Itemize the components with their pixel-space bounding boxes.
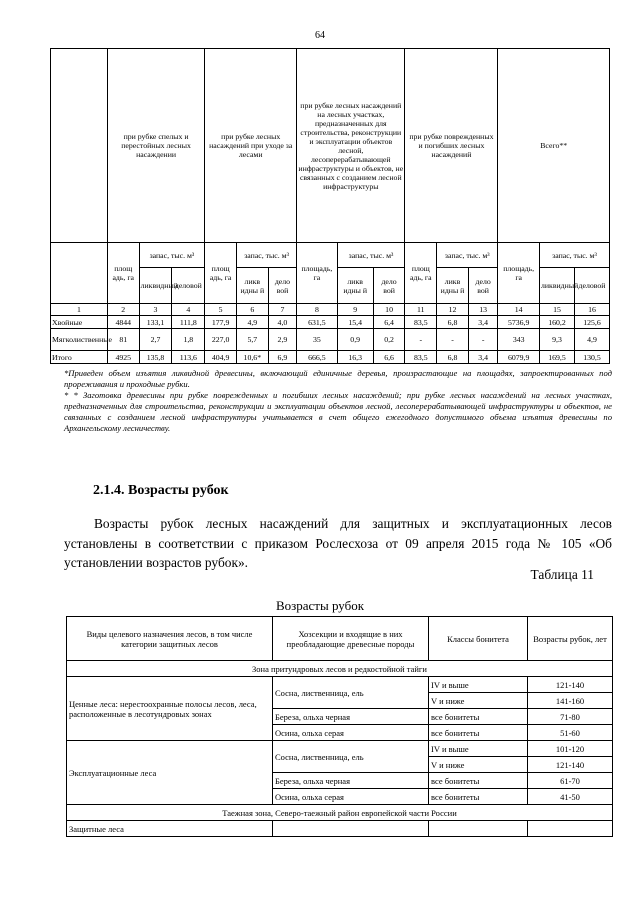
age-cell: 41-50	[528, 789, 613, 805]
cell: 177,9	[205, 316, 237, 329]
row-label: Хвойные	[51, 316, 108, 329]
header-row	[67, 617, 613, 661]
cell: 6079,9	[498, 351, 540, 364]
cell: 227,0	[205, 329, 237, 351]
species-cell: Осина, ольха серая	[273, 725, 429, 741]
group-header-construction: при рубке лесных насаждений на лесных участках, предназначенных для строительства, реконструкции и эксплуатации объектов лесной, лесоперерабатывающей инфраструктуры и объектов, не связанных с созданием лесной инфраструктуры	[297, 49, 405, 243]
cell: 4925	[107, 351, 139, 364]
col-number: 12	[437, 304, 469, 316]
species-cell: Береза, ольха черная	[273, 773, 429, 789]
group-header-total: Всего**	[498, 49, 610, 243]
purpose-label: Эксплуатационные леса	[67, 741, 273, 805]
cell: 404,9	[205, 351, 237, 364]
cell: 6,4	[373, 316, 405, 329]
stock-header: запас, тыс. м³	[139, 243, 205, 268]
age-cell: 71-80	[528, 709, 613, 725]
col-number: 10	[373, 304, 405, 316]
cell: 6,8	[437, 351, 469, 364]
table-row	[67, 677, 613, 693]
page-number: 64	[315, 30, 325, 41]
area-header: площадь, га	[297, 243, 337, 304]
age-cell: 61-70	[528, 773, 613, 789]
col-number: 6	[236, 304, 268, 316]
col-number: 3	[139, 304, 172, 316]
cell: 0,2	[373, 329, 405, 351]
cell: 3,4	[468, 316, 498, 329]
cell: 4,0	[268, 316, 296, 329]
header-cell: Классы бонитета	[429, 617, 528, 661]
cutting-age-table	[66, 616, 613, 837]
bonitet-cell: V и ниже	[429, 757, 528, 773]
cell: 125,6	[574, 316, 609, 329]
corner-cell-lower	[51, 243, 108, 304]
stock-header: запас, тыс. м³	[437, 243, 498, 268]
cell: 343	[498, 329, 540, 351]
area-header: площадь, га	[498, 243, 540, 304]
col-number: 9	[337, 304, 373, 316]
cell: 2,7	[139, 329, 172, 351]
bonitet-cell: все бонитеты	[429, 773, 528, 789]
cell: -	[437, 329, 469, 351]
species-cell	[273, 821, 429, 837]
footnote-2: * * Заготовка древесины при рубке поврежденных и погибших лесных насаждений; при рубке лесных насаждений на лесных участках, предназначенных для строительства, реконструкции и эксплуатации объектов лесной, лесоперерабатывающей инфраструктуры и объектов, не связанных с созданием лесной инфраструктуры учитывается в счет общего ежегодного допустимого объема изъятия древесины по Архангельскому лесничеству.	[64, 390, 612, 433]
col-number: 13	[468, 304, 498, 316]
column-number-row	[51, 304, 610, 316]
age-cell: 121-140	[528, 757, 613, 773]
bonitet-cell	[429, 821, 528, 837]
cell: 130,5	[574, 351, 609, 364]
stock-header: запас, тыс. м³	[539, 243, 609, 268]
footnote-1: *Приведен объем изъятия ликвидной древесины, включающий единичные деревья, произрастающие на площадях, запроектированных под прореживания и проходные рубки.	[64, 368, 612, 389]
bonitet-cell: все бонитеты	[429, 789, 528, 805]
liquid-header: ликв идны й	[437, 268, 469, 304]
liquid-header: ликвидный	[139, 268, 172, 304]
purpose-label: Ценные леса: нерестоохранные полосы лесов, леса, расположенные в лесотундровых зонах	[67, 677, 273, 741]
harvest-volume-table	[50, 48, 610, 364]
age-cell: 51-60	[528, 725, 613, 741]
stock-header: запас, тыс. м³	[337, 243, 405, 268]
cell: -	[468, 329, 498, 351]
cell: 6,9	[268, 351, 296, 364]
group-header-mature: при рубке спелых и перестойных лесных насаждении	[107, 49, 204, 243]
group-header-thinning: при рубке лесных насаждений при уходе за лесами	[205, 49, 297, 243]
cell: 4,9	[574, 329, 609, 351]
table-title: Возрасты рубок	[275, 598, 365, 613]
cell: 169,5	[539, 351, 574, 364]
purpose-label: Защитные леса	[67, 821, 273, 837]
cell: 15,4	[337, 316, 373, 329]
row-label: Итого	[51, 351, 108, 364]
cell: 6,8	[437, 316, 469, 329]
zone-row	[67, 661, 613, 677]
col-number: 11	[405, 304, 437, 316]
stock-header: запас, тыс. м³	[236, 243, 296, 268]
header-cell: Виды целевого назначения лесов, в том числе категории защитных лесов	[67, 617, 273, 661]
cell: 5,7	[236, 329, 268, 351]
zone-label: Таежная зона, Северо-таежный район европейской части России	[67, 805, 613, 821]
col-number: 15	[539, 304, 574, 316]
col-number: 7	[268, 304, 296, 316]
cell: 83,5	[405, 316, 437, 329]
cell: 4844	[107, 316, 139, 329]
table-number: Таблица 11	[530, 567, 594, 582]
business-header: деловой	[172, 268, 205, 304]
section-heading: 2.1.4. Возрасты рубок	[93, 483, 229, 498]
age-cell: 101-120	[528, 741, 613, 757]
cell: 16,3	[337, 351, 373, 364]
table-row	[51, 329, 610, 351]
cell: 135,8	[139, 351, 172, 364]
age-cell	[528, 821, 613, 837]
business-header: дело вой	[268, 268, 296, 304]
cell: 666,5	[297, 351, 337, 364]
business-header: дело вой	[468, 268, 498, 304]
cell: 2,9	[268, 329, 296, 351]
cell: 10,6*	[236, 351, 268, 364]
cell: 83,5	[405, 351, 437, 364]
table-row	[51, 316, 610, 329]
col-number: 14	[498, 304, 540, 316]
bonitet-cell: все бонитеты	[429, 725, 528, 741]
zone-label: Зона притундровых лесов и редкостойной тайги	[67, 661, 613, 677]
body-paragraph: Возрасты рубок лесных насаждений для защитных и эксплуатационных лесов установлены в соответствии с приказом Рослесхоза от 09 апреля 2015 года № 105 «Об установлении возрастов рубок».	[64, 516, 612, 570]
cell: 81	[107, 329, 139, 351]
species-cell: Береза, ольха черная	[273, 709, 429, 725]
cell: 9,3	[539, 329, 574, 351]
bonitet-cell: IV и выше	[429, 741, 528, 757]
zone-row	[67, 805, 613, 821]
bonitet-cell: все бонитеты	[429, 709, 528, 725]
area-header: площ адь, га	[205, 243, 237, 304]
cell: 5736,9	[498, 316, 540, 329]
table-row-total	[51, 351, 610, 364]
group-header-damaged: при рубке поврежденных и погибших лесных насаждений	[405, 49, 498, 243]
species-cell: Сосна, лиственница, ель	[273, 677, 429, 709]
cell: 0,9	[337, 329, 373, 351]
cell: 6,6	[373, 351, 405, 364]
species-cell: Осина, ольха серая	[273, 789, 429, 805]
cell: -	[405, 329, 437, 351]
col-number: 16	[574, 304, 609, 316]
table-row	[67, 821, 613, 837]
cell: 133,1	[139, 316, 172, 329]
header-cell: Хозсекции и входящие в них преобладающие древесные породы	[273, 617, 429, 661]
header-cell: Возрасты рубок, лет	[528, 617, 613, 661]
cell: 631,5	[297, 316, 337, 329]
business-header: дело вой	[373, 268, 405, 304]
col-number: 2	[107, 304, 139, 316]
area-header: площ адь, га	[107, 243, 139, 304]
age-cell: 121-140	[528, 677, 613, 693]
table-row	[67, 741, 613, 757]
liquid-header: ликв идны й	[236, 268, 268, 304]
cell: 35	[297, 329, 337, 351]
cell: 4,9	[236, 316, 268, 329]
corner-cell	[51, 49, 108, 243]
age-cell: 141-160	[528, 693, 613, 709]
col-number: 4	[172, 304, 205, 316]
col-number: 8	[297, 304, 337, 316]
col-number: 5	[205, 304, 237, 316]
row-label: Мягколиственные	[51, 329, 108, 351]
col-number: 1	[51, 304, 108, 316]
business-header: деловой	[574, 268, 609, 304]
liquid-header: ликв идны й	[337, 268, 373, 304]
cell: 111,8	[172, 316, 205, 329]
cell: 1,8	[172, 329, 205, 351]
bonitet-cell: IV и выше	[429, 677, 528, 693]
footnotes	[64, 368, 612, 434]
cell: 3,4	[468, 351, 498, 364]
area-header: площ адь, га	[405, 243, 437, 304]
liquid-header: ликвидный	[539, 268, 574, 304]
species-cell: Сосна, лиственница, ель	[273, 741, 429, 773]
bonitet-cell: V и ниже	[429, 693, 528, 709]
cell: 160,2	[539, 316, 574, 329]
cell: 113,6	[172, 351, 205, 364]
